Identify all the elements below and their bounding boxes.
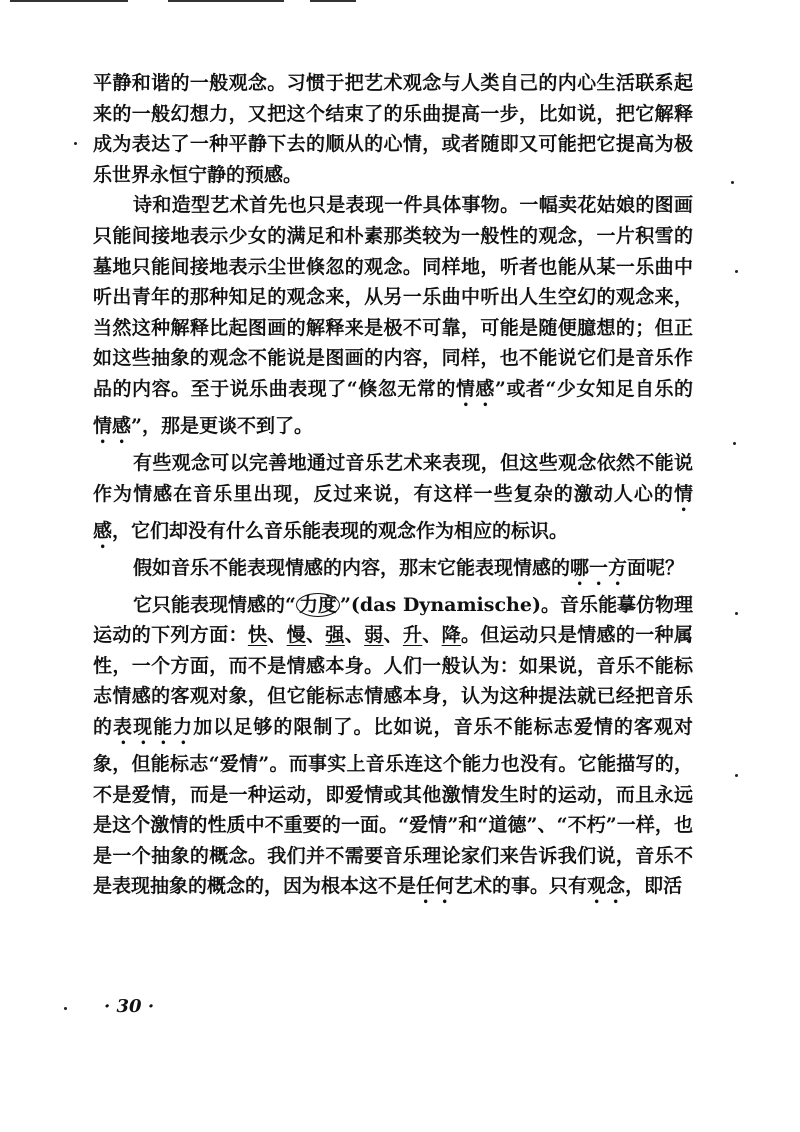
paragraph-text: 它只能表现情感的“: [133, 593, 296, 616]
paragraph-text: 、: [344, 624, 365, 647]
emphasis-dotted-text: 观念: [587, 875, 626, 898]
underlined-annotation-text: 快: [247, 624, 268, 647]
scan-speck: [731, 181, 734, 184]
underlined-annotation-text: 弱: [364, 624, 384, 647]
paragraph-5: [93, 590, 693, 909]
circled-annotation-text: 力度: [296, 593, 340, 617]
paragraph-text: 艺术的事。只有: [454, 875, 588, 898]
page-number: · 30 ·: [104, 996, 155, 1017]
paragraph-text: 、: [267, 624, 287, 647]
scan-speck: [735, 774, 738, 777]
scan-edge-line-middle: [168, 0, 284, 2]
scan-speck: [733, 442, 736, 445]
paragraph-text: 有些观念可以完善地通过音乐艺术来表现，但这些观念依然不能说作为情感在音乐里出现，反过来说，有这样一些复杂的激动人心的: [93, 451, 693, 505]
scan-speck: [64, 1007, 67, 1010]
paragraph-text: 、: [306, 624, 326, 647]
underlined-annotation-text: 强: [325, 624, 345, 647]
scan-speck: [735, 270, 738, 273]
emphasis-dotted-text: 情感: [93, 482, 693, 542]
paragraph-text: ，即活: [625, 875, 683, 898]
underlined-annotation-text: 升: [402, 624, 423, 647]
paragraph-3: [93, 448, 693, 553]
paragraph-text: 、: [422, 624, 442, 647]
paragraph-text: ”，那是更谈不到了。: [131, 414, 313, 437]
paragraph-text: ，它们却没有什么音乐能表现的观念作为相应的标识。: [112, 519, 569, 542]
paragraph-text: ”(das Dynamische)。音乐能摹仿物理运动的下列方面：: [93, 593, 693, 647]
scan-edge-line-left: [10, 0, 128, 2]
paragraph-text: 假如音乐不能表现情感的内容，那末它能表现情感的: [133, 556, 571, 579]
paragraph-4: [93, 553, 693, 590]
page-body: [93, 68, 693, 908]
paragraph-text: 平静和谐的一般观念。习惯于把艺术观念与人类自己的内心生活联系起来的一般幻想力，又把这个结束了的乐曲提高一步，比如说，把它解释成为表达了一种平静下去的顺从的心情，或者随即又可能把它提高为极乐世界永恒宁静的预感。: [93, 72, 693, 186]
scan-speck: [74, 142, 77, 145]
paragraph-text: 面呢？: [627, 556, 685, 579]
emphasis-dotted-text: 哪一方: [570, 556, 628, 579]
scan-speck: [735, 612, 738, 615]
emphasis-dotted-text: 表现能力: [113, 715, 194, 738]
underlined-annotation-text: 慢: [286, 624, 307, 647]
underlined-annotation-text: 降: [441, 624, 462, 647]
paragraph-1: [93, 68, 693, 190]
emphasis-dotted-text: 情感: [455, 377, 495, 400]
scan-edge-line-right: [310, 0, 356, 2]
emphasis-dotted-text: 情感: [93, 414, 132, 437]
paragraph-text: 、: [383, 624, 403, 647]
paragraph-text: 加以足够的限制了。比如说，音乐不能标志爱情的客观对象，但能标志“爱情”。而事实上音乐连这个能力也没有。它能描写的，不是爱情，而是一种运动，即爱情或其他激情发生时的运动，而且永远是这个激情的性质中不重要的一面。“爱情”和“道德”、“不朽”一样，也是一个抽象的概念。我们并不需要音乐理论家们来告诉我们说，音乐不是表现抽象的概念的，因为根本这不是: [93, 715, 693, 898]
paragraph-text: 诗和造型艺术首先也只是表现一件具体事物。一幅卖花姑娘的图画只能间接地表示少女的满足和朴素那类较为一般性的观念，一片积雪的墓地只能间接地表示尘世倏忽的观念。同样地，听者也能从某一乐曲中听出青年的那种知足的观念来，从另一乐曲中听出人生空幻的观念来，当然这种解释比起图画的解释来是极不可靠，可能是随便臆想的；但正如这些抽象的观念不能说是图画的内容，同样，也不能说它们是音乐作品的内容。至于说乐曲表现了“倏忽无常的: [93, 194, 693, 400]
paragraph-text: 。但运动只是情感的一种属性，一个方面，而不是情感本身。人们一般认为：如果说，音乐不能标志情感的客观对象，但它能标志情感本身，认为这种提法就已经把音乐的: [93, 624, 693, 738]
emphasis-dotted-text: 任何: [416, 875, 455, 898]
paragraph-2: [93, 190, 693, 448]
paragraph-text: ”或者“少女知足自乐的: [494, 377, 693, 400]
